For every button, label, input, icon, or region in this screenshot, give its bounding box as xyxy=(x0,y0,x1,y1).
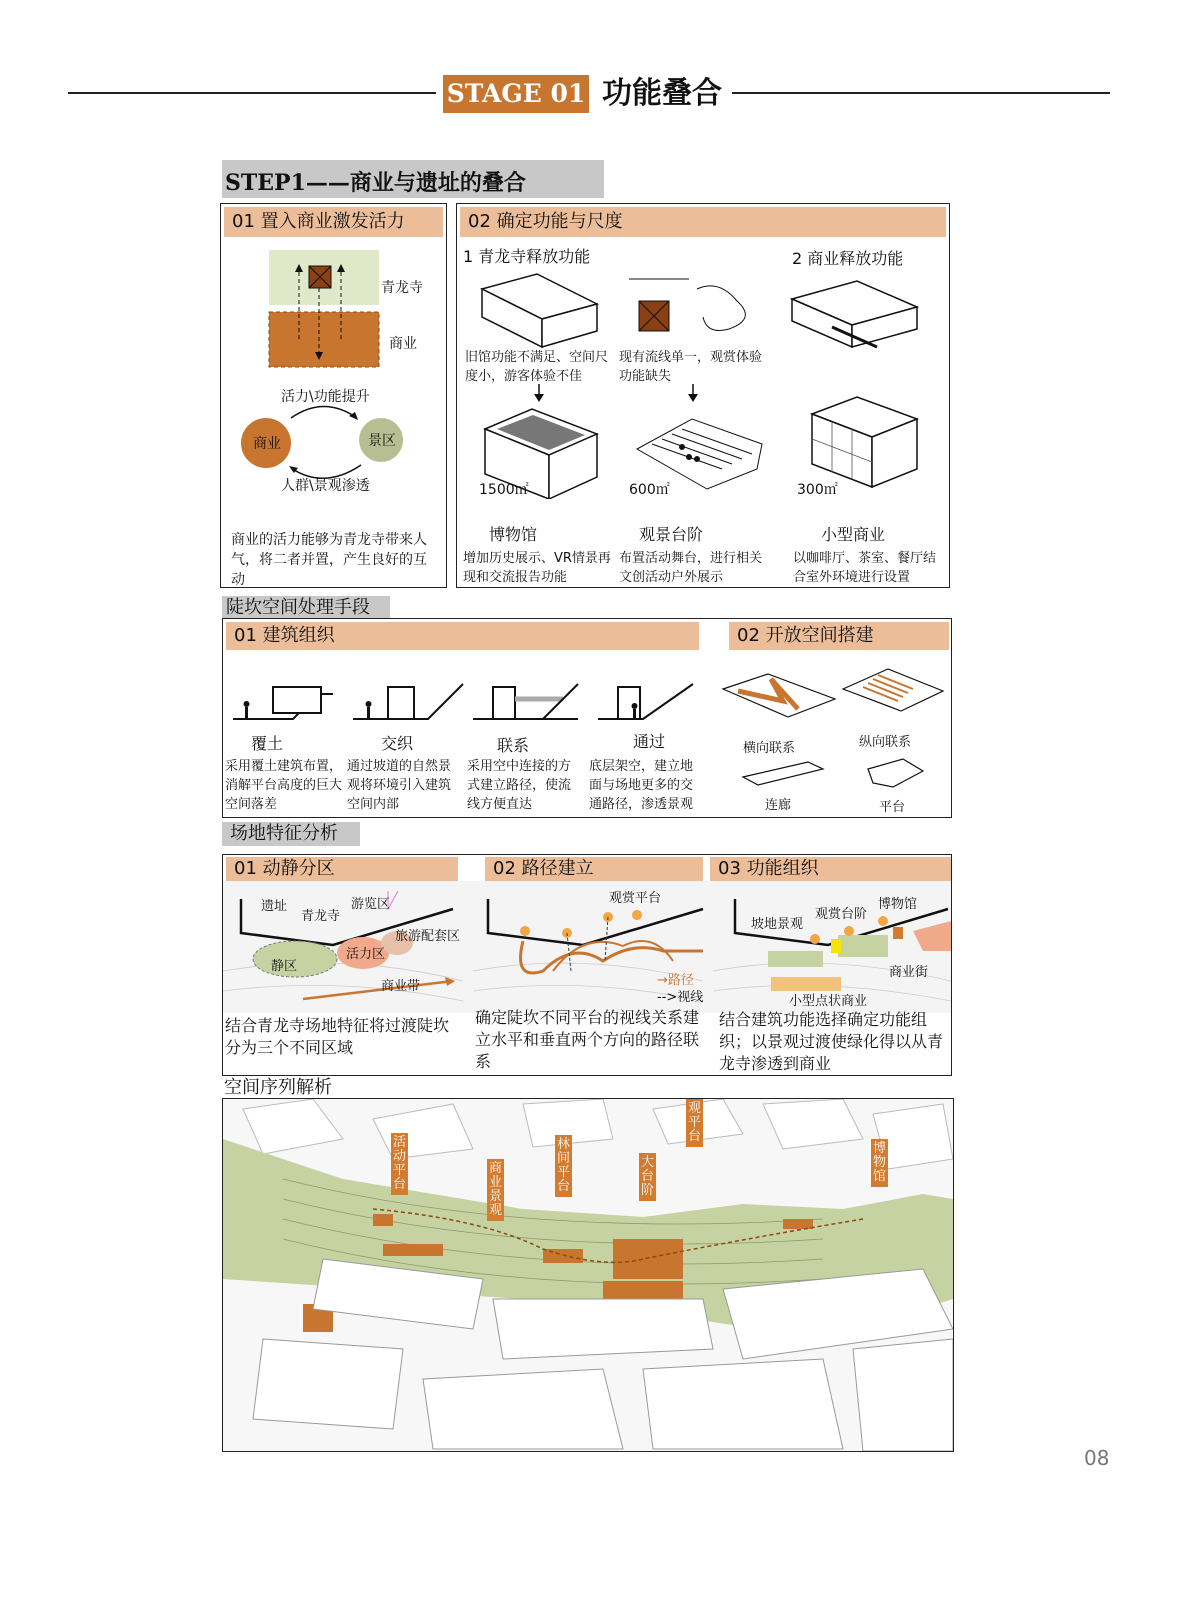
map1-label-2: 游览区 xyxy=(351,897,391,912)
method-desc-2: 采用空中连接的方式建立路径，使流线方便直达 xyxy=(467,759,572,812)
area-commerce: 300㎡ xyxy=(797,482,838,498)
seq-tag-5: 博物馆 xyxy=(871,1139,888,1187)
method-name-3: 通过 xyxy=(633,732,666,751)
slope-methods-diagram xyxy=(223,659,953,769)
header-rule-left xyxy=(68,92,436,94)
header-rule-right xyxy=(732,92,1110,94)
sub-title-1: 1 青龙寺释放功能 xyxy=(463,247,591,266)
map1-label-0: 遗址 xyxy=(261,899,288,914)
map1-label-4: 静区 xyxy=(271,959,298,974)
slope-bar-01: 01 建筑组织 xyxy=(226,622,699,650)
panel-01-desc: 商业的活力能够为青龙寺带来人气，将二者并置，产生良好的互动 xyxy=(231,532,427,588)
sequence-panel xyxy=(222,1098,954,1452)
map2-legend-1: -->视线 xyxy=(657,990,704,1005)
method-name-0: 覆土 xyxy=(251,734,284,753)
open-space-lower-diagram xyxy=(723,757,948,797)
arrow-top-label: 活力\功能提升 xyxy=(281,389,370,405)
seq-tag-4: 观平台 xyxy=(686,1099,703,1147)
label-temple: 青龙寺 xyxy=(381,280,423,296)
map2-legend-0: →路径 xyxy=(657,973,694,988)
area-museum: 1500㎡ xyxy=(479,482,529,498)
label-commerce: 商业 xyxy=(389,336,417,352)
method-name-2: 联系 xyxy=(497,736,530,755)
seq-tag-0: 活动平台 xyxy=(391,1133,408,1195)
item-name-commerce: 小型商业 xyxy=(821,525,886,544)
note-old-hall: 旧馆功能不满足、空间尺度小，游客体验不佳 xyxy=(465,350,609,384)
seq-tag-3: 大台阶 xyxy=(639,1153,656,1201)
map3-label-4: 小型点状商业 xyxy=(789,994,868,1009)
map3-label-0: 坡地景观 xyxy=(751,917,804,932)
slope-title: 陡坎空间处理手段 xyxy=(222,596,390,620)
step1-title: STEP1——商业与遗址的叠合 xyxy=(222,160,604,198)
site-bar-01: 01 动静分区 xyxy=(226,857,458,881)
site-desc-2: 确定陡坎不同平台的视线关系建立水平和垂直两个方向的路径联系 xyxy=(475,1008,700,1071)
open-label-0: 横向联系 xyxy=(743,741,796,756)
item-name-steps: 观景台阶 xyxy=(639,525,704,544)
stage-badge: STAGE 01 xyxy=(443,75,589,113)
open-label-2: 连廊 xyxy=(765,798,792,813)
map1-label-5: 活力区 xyxy=(346,947,386,962)
arrow-bottom-label: 人群\景观渗透 xyxy=(281,478,370,494)
page-number: 08 xyxy=(1084,1446,1110,1470)
map1-label-3: 旅游配套区 xyxy=(395,929,461,944)
area-steps: 600㎡ xyxy=(629,482,670,498)
map3-label-1: 观赏台阶 xyxy=(815,907,868,922)
site-title: 场地特征分析 xyxy=(222,822,360,846)
seq-tag-2: 林间平台 xyxy=(555,1135,572,1197)
circle-scenic-label: 景区 xyxy=(368,433,396,449)
page-title: 功能叠合 xyxy=(602,76,722,111)
site-bar-03: 03 功能组织 xyxy=(710,857,951,881)
site-panel xyxy=(222,854,952,1076)
method-desc-1: 通过坡道的自然景观将环境引入建筑空间内部 xyxy=(347,759,452,812)
slope-bar-02: 02 开放空间搭建 xyxy=(729,622,949,650)
method-desc-0: 采用覆土建筑布置，消解平台高度的巨大空间落差 xyxy=(225,759,343,812)
map1-label-1: 青龙寺 xyxy=(301,909,341,924)
item-desc-museum: 增加历史展示、VR情景再现和交流报告功能 xyxy=(463,551,611,585)
map1-label-6: 商业带 xyxy=(381,979,421,994)
panel-02-bar: 02 确定功能与尺度 xyxy=(460,207,946,237)
map3-label-2: 博物馆 xyxy=(878,897,918,912)
item-desc-commerce: 以咖啡厅、茶室、餐厅结合室外环境进行设置 xyxy=(793,551,937,585)
item-desc-steps: 布置活动舞台，进行相关文创活动户外展示 xyxy=(619,551,763,585)
map2-label-0: 观赏平台 xyxy=(609,891,662,906)
site-bar-02: 02 路径建立 xyxy=(485,857,703,881)
method-desc-3: 底层架空，建立地面与场地更多的交通路径，渗透景观 xyxy=(589,759,694,812)
slope-panel xyxy=(222,618,952,818)
panel-02 xyxy=(456,203,950,588)
item-name-museum: 博物馆 xyxy=(489,525,538,544)
seq-tag-1: 商业景观 xyxy=(487,1159,504,1221)
open-label-1: 纵向联系 xyxy=(859,735,912,750)
map3-label-3: 商业街 xyxy=(889,965,929,980)
site-desc-1: 结合青龙寺场地特征将过渡陡坎分为三个不同区域 xyxy=(225,1016,450,1057)
circle-commerce-label: 商业 xyxy=(253,436,281,452)
sequence-aerial xyxy=(223,1099,953,1451)
open-label-3: 平台 xyxy=(879,800,906,815)
sub-title-2: 2 商业释放功能 xyxy=(792,249,904,268)
note-flowline: 现有流线单一，观赏体验功能缺失 xyxy=(619,350,763,384)
sequence-title: 空间序列解析 xyxy=(224,1077,332,1098)
panel-01 xyxy=(220,203,447,588)
method-name-1: 交织 xyxy=(381,734,414,753)
panel-01-bar: 01 置入商业激发活力 xyxy=(224,207,443,237)
site-desc-3: 结合建筑功能选择确定功能组织；以景观过渡使绿化得以从青龙寺渗透到商业 xyxy=(719,1010,944,1073)
